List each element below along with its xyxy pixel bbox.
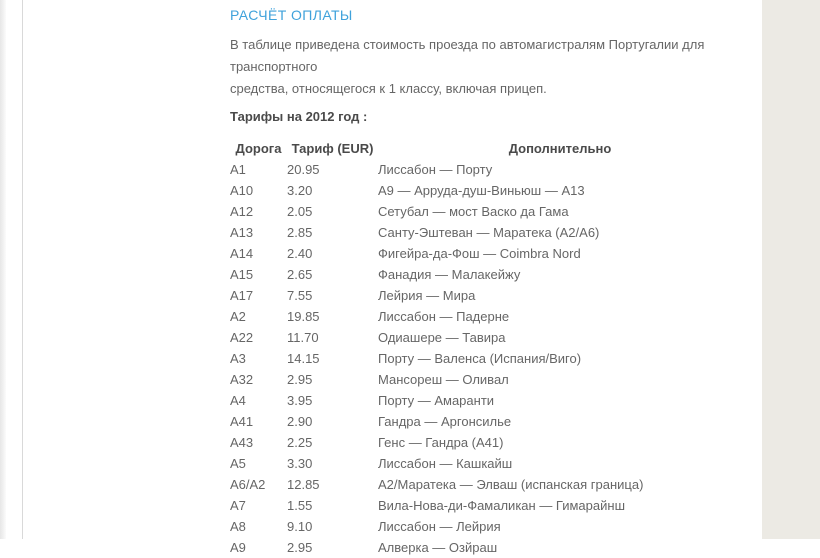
table-row <box>230 264 742 285</box>
tariff-cell: 14.15 <box>287 351 320 366</box>
route-cell: Генс — Гандра (А41) <box>378 435 504 450</box>
tariff-cell: 2.85 <box>287 225 313 240</box>
table-row <box>230 537 742 558</box>
table-row <box>230 453 742 474</box>
tariff-cell: 2.25 <box>287 435 313 450</box>
road-cell: A41 <box>230 414 254 429</box>
main-content <box>230 0 752 558</box>
table-header-row <box>230 137 742 159</box>
tariff-table-body <box>230 159 742 558</box>
route-cell: Лиссабон — Падерне <box>378 309 510 324</box>
table-row <box>230 390 742 411</box>
road-cell: A13 <box>230 225 254 240</box>
table-row <box>230 411 742 432</box>
right-background-panel <box>762 0 820 539</box>
route-cell: Сетубал — мост Васко да Гама <box>378 204 569 219</box>
road-cell: A1 <box>230 162 246 177</box>
road-cell: A3 <box>230 351 246 366</box>
tariff-cell: 2.90 <box>287 414 313 429</box>
table-row <box>230 474 742 495</box>
tariff-cell: 2.65 <box>287 267 313 282</box>
route-cell: Лиссабон — Лейрия <box>378 519 501 534</box>
page-title: РАСЧЁТ ОПЛАТЫ <box>230 7 353 23</box>
table-row <box>230 432 742 453</box>
tariff-cell: 2.05 <box>287 204 313 219</box>
vertical-divider <box>22 0 23 539</box>
table-row <box>230 180 742 201</box>
table-row <box>230 201 742 222</box>
table-row <box>230 327 742 348</box>
tariff-cell: 12.85 <box>287 477 320 492</box>
road-cell: A8 <box>230 519 246 534</box>
road-cell: A12 <box>230 204 254 219</box>
tariff-cell: 7.55 <box>287 288 313 303</box>
table-row <box>230 285 742 306</box>
route-cell: Санту-Эштеван — Маратека (А2/А6) <box>378 225 600 240</box>
tariff-cell: 19.85 <box>287 309 320 324</box>
tariff-cell: 11.70 <box>287 330 319 345</box>
road-cell: A4 <box>230 393 246 408</box>
route-cell: Лиссабон — Порту <box>378 162 493 177</box>
tariff-cell: 20.95 <box>287 162 320 177</box>
route-cell: А9 — Арруда-душ-Виньюш — А13 <box>378 183 585 198</box>
tariff-cell: 3.30 <box>287 456 313 471</box>
route-cell: Фигейра-да-Фош — Coimbra Nord <box>378 246 581 261</box>
route-cell: А2/Маратека — Элваш (испанская граница) <box>378 477 644 492</box>
tariff-cell: 1.55 <box>287 498 313 513</box>
road-cell: A10 <box>230 183 254 198</box>
route-cell: Гандра — Аргонсилье <box>378 414 512 429</box>
road-cell: A22 <box>230 330 254 345</box>
route-cell: Лейрия — Мира <box>378 288 476 303</box>
route-cell: Порту — Валенса (Испания/Виго) <box>378 351 582 366</box>
table-row <box>230 348 742 369</box>
table-row <box>230 495 742 516</box>
tariff-cell: 3.20 <box>287 183 313 198</box>
route-cell: Мансореш — Оливал <box>378 372 509 387</box>
left-page-shadow <box>0 0 6 539</box>
route-cell: Фанадия — Малакейжу <box>378 267 521 282</box>
road-cell: A2 <box>230 309 246 324</box>
intro-paragraph <box>230 34 752 100</box>
table-row <box>230 243 742 264</box>
road-cell: А6/А2 <box>230 477 266 492</box>
route-cell: Лиссабон — Кашкайш <box>378 456 513 471</box>
table-row <box>230 159 742 180</box>
road-cell: A17 <box>230 288 254 303</box>
table-row <box>230 222 742 243</box>
road-cell: A32 <box>230 372 254 387</box>
tariff-cell: 2.95 <box>287 372 313 387</box>
road-cell: A43 <box>230 435 254 450</box>
road-cell: A7 <box>230 498 246 513</box>
tariff-cell: 3.95 <box>287 393 313 408</box>
road-cell: A15 <box>230 267 254 282</box>
route-cell: Вила-Нова-ди-Фамаликан — Гимарайнш <box>378 498 625 513</box>
table-row <box>230 369 742 390</box>
intro-line-1: В таблице приведена стоимость проезда по автомагистралям Португалии для транспортного <box>230 37 705 74</box>
intro-line-2: средства, относящегося к 1 классу, включая прицеп. <box>230 81 547 96</box>
route-cell: Алверка — Озйраш <box>378 540 498 555</box>
tariff-cell: 2.95 <box>287 540 313 555</box>
road-cell: A14 <box>230 246 254 261</box>
road-cell: A5 <box>230 456 246 471</box>
tariff-cell: 9.10 <box>287 519 313 534</box>
road-cell: A9 <box>230 540 246 555</box>
column-header-road: Дорога <box>235 140 282 156</box>
table-row <box>230 516 742 537</box>
tariffs-subtitle: Тарифы на 2012 год : <box>230 109 368 124</box>
column-header-tariff: Тариф (EUR) <box>291 140 374 156</box>
route-cell: Порту — Амаранти <box>378 393 495 408</box>
column-header-additional: Дополнительно <box>508 140 612 156</box>
route-cell: Одиашере — Тавира <box>378 330 506 345</box>
tariff-table <box>230 137 742 558</box>
tariff-cell: 2.40 <box>287 246 313 261</box>
table-row <box>230 306 742 327</box>
